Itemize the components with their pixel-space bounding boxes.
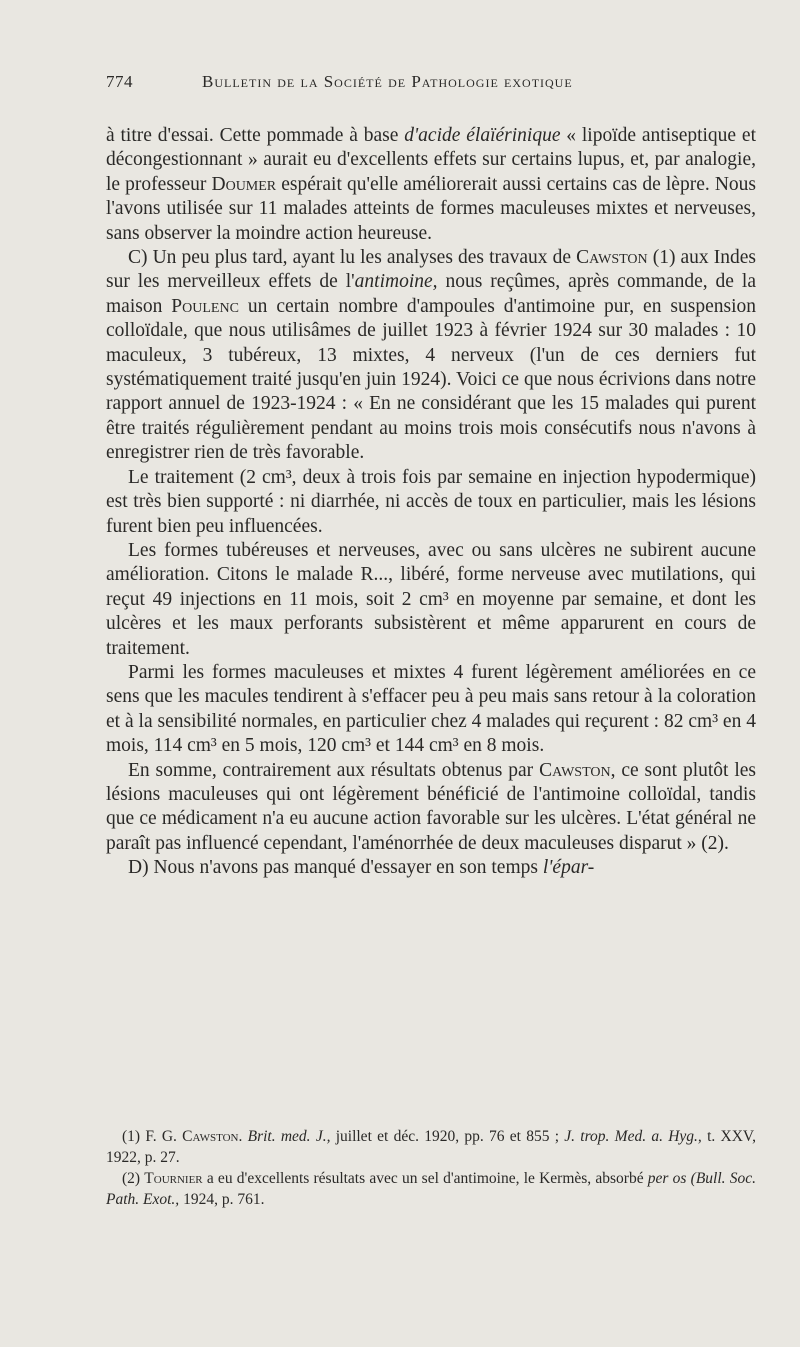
paragraph: Parmi les formes maculeuses et mixtes 4 furent légèrement améliorées en ce sens que les macules tendirent à s'effacer peu à peu mais sans retour à la coloration et à la sensibilité normales, en particulier chez 4 malades qui reçurent : 82 cm³ en 4 mois, 114 cm³ en 5 mois, 120 cm³ et 144 cm³ en 8 mois. [106, 661, 756, 757]
page-number: 774 [106, 72, 133, 91]
paragraph: En somme, contrairement aux résultats obtenus par Cawston, ce sont plutôt les lésions maculeuses qui ont légèrement bénéficié de l'antimoine colloïdal, tandis que ce médicament n'a eu aucune action favorable sur les ulcères. L'état général ne paraît pas influencé cependant, l'aménorrhée de deux maculeuses disparut » (2). [106, 759, 757, 854]
footnote: (1) F. G. Cawston. Brit. med. J., juillet et déc. 1920, pp. 76 et 855 ; J. trop. Med. a. Hyg., t. XXV, 1922, p. 27. [106, 1128, 756, 1166]
paragraph: D) Nous n'avons pas manqué d'essayer en son temps l'épar- [128, 857, 595, 879]
paragraph: Le traitement (2 cm³, deux à trois fois par semaine en injection hypodermique) est très bien supporté : ni diarrhée, ni accès de toux en particulier, mais les lésions furent bien peu influencées. [106, 466, 756, 537]
footnotes [106, 1126, 756, 1210]
paragraph: Les formes tubéreuses et nerveuses, avec ou sans ulcères ne subirent aucune amélioration. Citons le malade R..., libéré, forme nerveuse avec mutilations, qui reçut 49 injections en 11 mois, soit 2 cm³ en moyenne par semaine, et dont les ulcères et les maux perforants subsistèrent et même apparurent en cours de traitement. [106, 539, 756, 659]
journal-title: Bulletin de la Société de Pathologie exotique [202, 72, 573, 91]
body-text [106, 124, 756, 881]
running-header [106, 72, 756, 92]
paragraph: à titre d'essai. Cette pommade à base d'acide élaïérinique « lipoïde antiseptique et décongestionnant » aurait eu d'excellents effets sur certains lupus, et, par analogie, le professeur Doumer espérait qu'elle améliorerait aussi certains cas de lèpre. Nous l'avons utilisée sur 11 malades atteints de formes maculeuses mixtes et nerveuses, sans observer la moindre action heureuse. [106, 125, 756, 244]
footnote: (2) Tournier a eu d'excellents résultats avec un sel d'antimoine, le Kermès, absorbé per os (Bull. Soc. Path. Exot., 1924, p. 761. [106, 1170, 756, 1208]
paragraph: C) Un peu plus tard, ayant lu les analyses des travaux de Cawston (1) aux Indes sur les merveilleux effets de l'antimoine, nous reçûmes, après commande, de la maison Poulenc un certain nombre d'ampoules d'antimoine pur, en suspension colloïdale, que nous utilisâmes de juillet 1923 à février 1924 sur 30 malades : 10 maculeux, 3 tubéreux, 13 mixtes, 4 nerveux (l'un de ces derniers fut systématiquement traité jusqu'en juin 1924). Voici ce que nous écrivions dans notre rapport annuel de 1923-1924 : « En ne considérant que les 15 malades qui purent être traités régulièrement pendant au moins trois mois consécutifs nous n'avons à enregistrer rien de très favorable. [106, 247, 756, 464]
